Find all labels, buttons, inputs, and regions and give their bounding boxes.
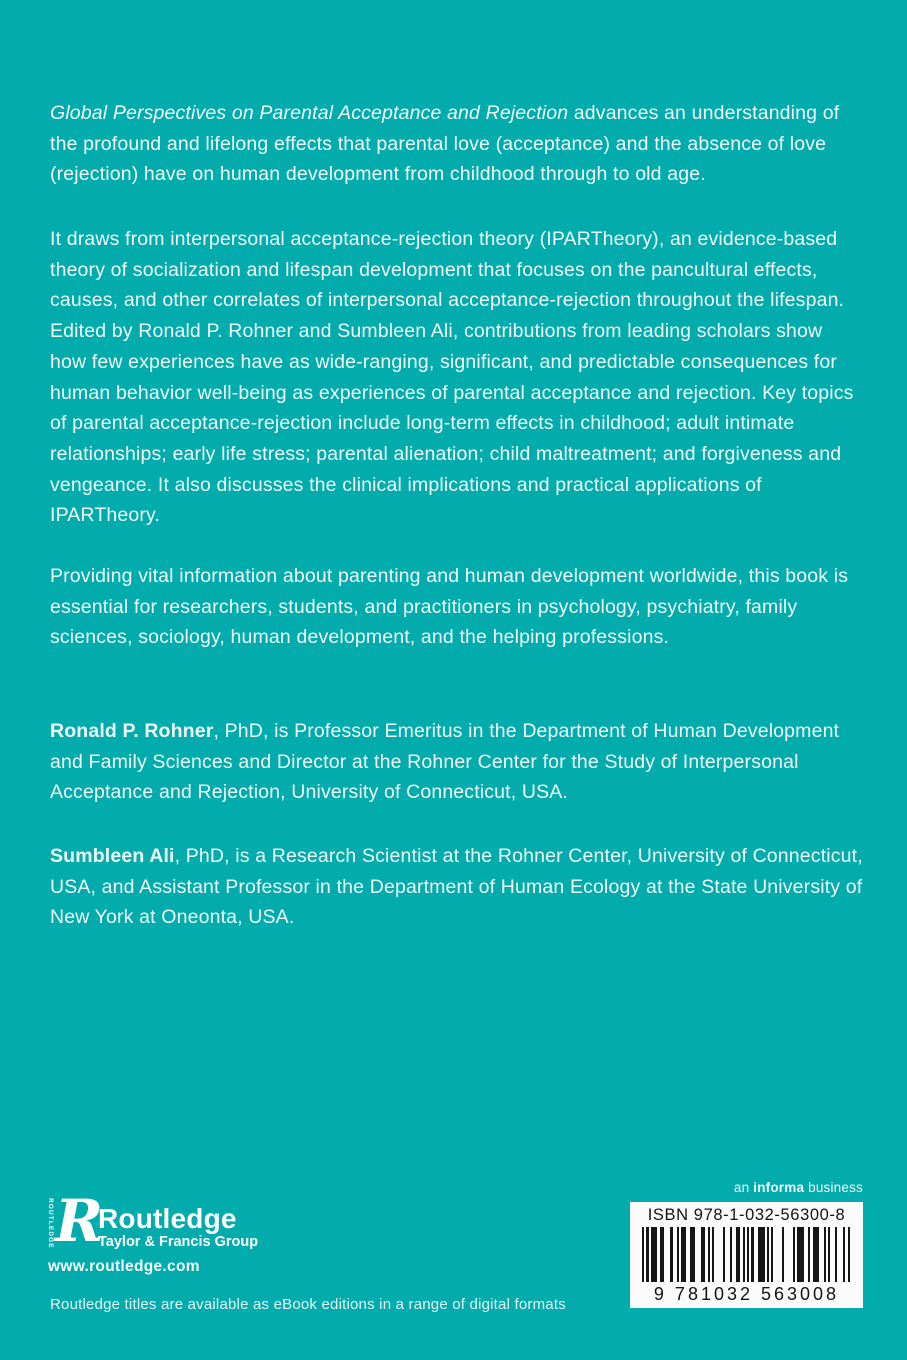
barcode-digits: 9 781032 563008 [653, 1284, 840, 1304]
author-bio-ali-text: , PhD, is a Research Scientist at the Rohner Center, University of Connecticut, USA, and Assistant Professor in the Department of Human Ecology at the State University of New York at Oneonta, USA. [50, 845, 863, 929]
informa-prefix: an [733, 1180, 754, 1195]
author-bio-rohner-text: , PhD, is Professor Emeritus in the Department of Human Development and Family Sciences and Director at the Rohner Center for the Study of Interpersonal Acceptance and Rejection, University of Connecticut, USA. [50, 720, 840, 804]
synopsis-paragraph-1 [50, 98, 863, 190]
author-bio-ali [50, 841, 863, 933]
barcode-bars [642, 1227, 851, 1282]
synopsis-paragraph-2: It draws from interpersonal acceptance-rejection theory (IPARTheory), an evidence-based theory of socialization and lifespan development that focuses on the pancultural effects, causes, and other correlates of interpersonal acceptance-rejection throughout the lifespan. Edited by Ronald P. Rohner and Sumbleen Ali, contributions from leading scholars show how few experiences have as wide-ranging, significant, and predictable consequences for human behavior well-being as experiences of parental acceptance and rejection. Key topics of parental acceptance-rejection include long-term effects in childhood; adult intimate relationships; early life stress; parental alienation; child maltreatment; and forgiveness and vengeance. It also discusses the clinical implications and practical applications of IPARTheory. [50, 228, 854, 527]
routledge-vertical-text: ROUTLEDGE [47, 1198, 54, 1249]
taylor-francis-group-label: Taylor & Francis Group [98, 1234, 259, 1250]
informa-brand: informa [753, 1180, 805, 1195]
informa-business-line [630, 1180, 863, 1195]
routledge-logo-mark-icon [46, 1187, 104, 1255]
website-url: www.routledge.com [48, 1258, 200, 1275]
informa-suffix: business [804, 1180, 863, 1195]
footer-note: Routledge titles are available as eBook editions in a range of digital formats [50, 1296, 566, 1313]
book-title-italic: Global Perspectives on Parental Acceptance and Rejection [50, 102, 569, 124]
synopsis-paragraph-1-text: advances an understanding of the profound and lifelong effects that parental love (acceptance) and the absence of love (rejection) have on human development from childhood through to old age. [50, 102, 840, 186]
author-bio-rohner [50, 716, 863, 808]
routledge-wordmark: Routledge [98, 1203, 237, 1234]
isbn-label: ISBN 978-1-032-56300-8 [647, 1206, 846, 1224]
isbn-barcode-panel [630, 1202, 863, 1308]
author-name-ali: Sumbleen Ali [50, 845, 175, 867]
routledge-logo [46, 1187, 259, 1255]
routledge-logo-text [98, 1197, 258, 1252]
routledge-r-glyph-icon: R [55, 1187, 104, 1255]
synopsis-paragraph-3: Providing vital information about parenting and human development worldwide, this book is essential for researchers, students, and practitioners in psychology, psychiatry, family sciences, sociology, human development, and the helping professions. [50, 565, 849, 649]
author-name-rohner: Ronald P. Rohner [50, 720, 214, 742]
